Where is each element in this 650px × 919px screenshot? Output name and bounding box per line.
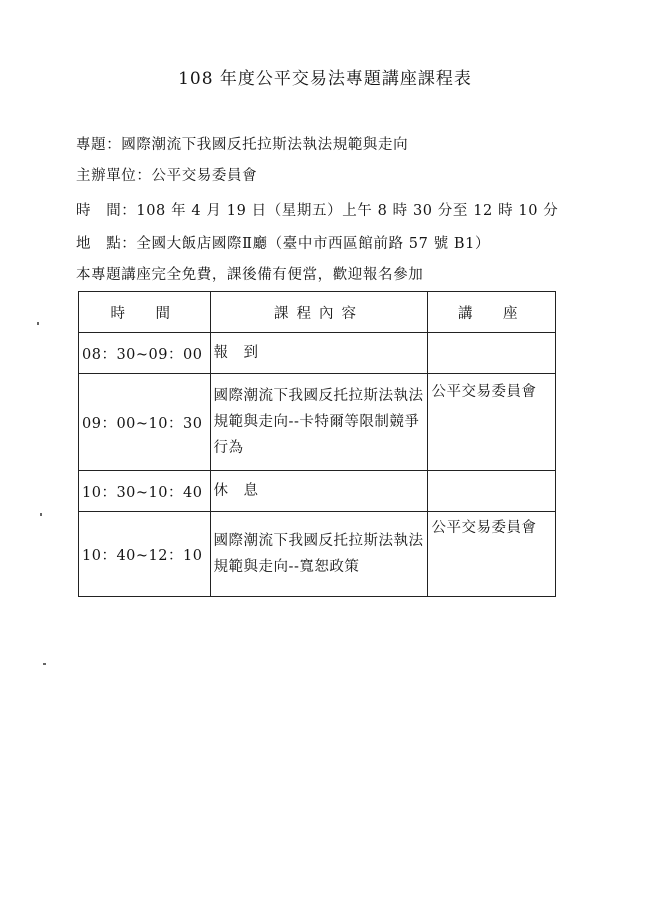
- cell-time: 10：40~12：10: [79, 512, 211, 597]
- time-line: 時 間：108 年 4 月 19 日（星期五）上午 8 時 30 分至 12 時 10 分: [76, 203, 559, 219]
- header-speaker: 講 座: [428, 292, 556, 333]
- cell-time: 08：30~09：00: [79, 333, 211, 374]
- scan-speck: [43, 663, 46, 665]
- cell-content: 報 到: [210, 333, 428, 374]
- cell-speaker: [428, 471, 556, 512]
- schedule-table: [78, 291, 556, 597]
- cell-content: 國際潮流下我國反托拉斯法執法規範與走向--卡特爾等限制競爭行為: [210, 374, 428, 471]
- table-row: [79, 512, 556, 597]
- cell-speaker: [428, 333, 556, 374]
- page-title: 108 年度公平交易法專題講座課程表: [178, 69, 472, 89]
- scan-speck: [37, 322, 39, 325]
- table-row: [79, 333, 556, 374]
- cell-speaker: 公平交易委員會: [428, 374, 556, 471]
- header-content: 課程內容: [210, 292, 428, 333]
- table-row: [79, 374, 556, 471]
- cell-speaker: 公平交易委員會: [428, 512, 556, 597]
- cell-content: 國際潮流下我國反托拉斯法執法規範與走向--寬恕政策: [210, 512, 428, 597]
- cell-time: 10：30~10：40: [79, 471, 211, 512]
- cell-time: 09：00~10：30: [79, 374, 211, 471]
- table-header-row: [79, 292, 556, 333]
- scan-speck: [40, 513, 42, 516]
- table-row: [79, 471, 556, 512]
- note-line: 本專題講座完全免費，課後備有便當，歡迎報名參加: [76, 267, 424, 283]
- topic-line: 專題：國際潮流下我國反托拉斯法執法規範與走向: [76, 137, 409, 153]
- organizer-line: 主辦單位：公平交易委員會: [76, 168, 258, 184]
- cell-content: 休 息: [210, 471, 428, 512]
- header-time: 時 間: [79, 292, 211, 333]
- place-line: 地 點：全國大飯店國際Ⅱ廳（臺中市西區館前路 57 號 B1）: [76, 236, 491, 252]
